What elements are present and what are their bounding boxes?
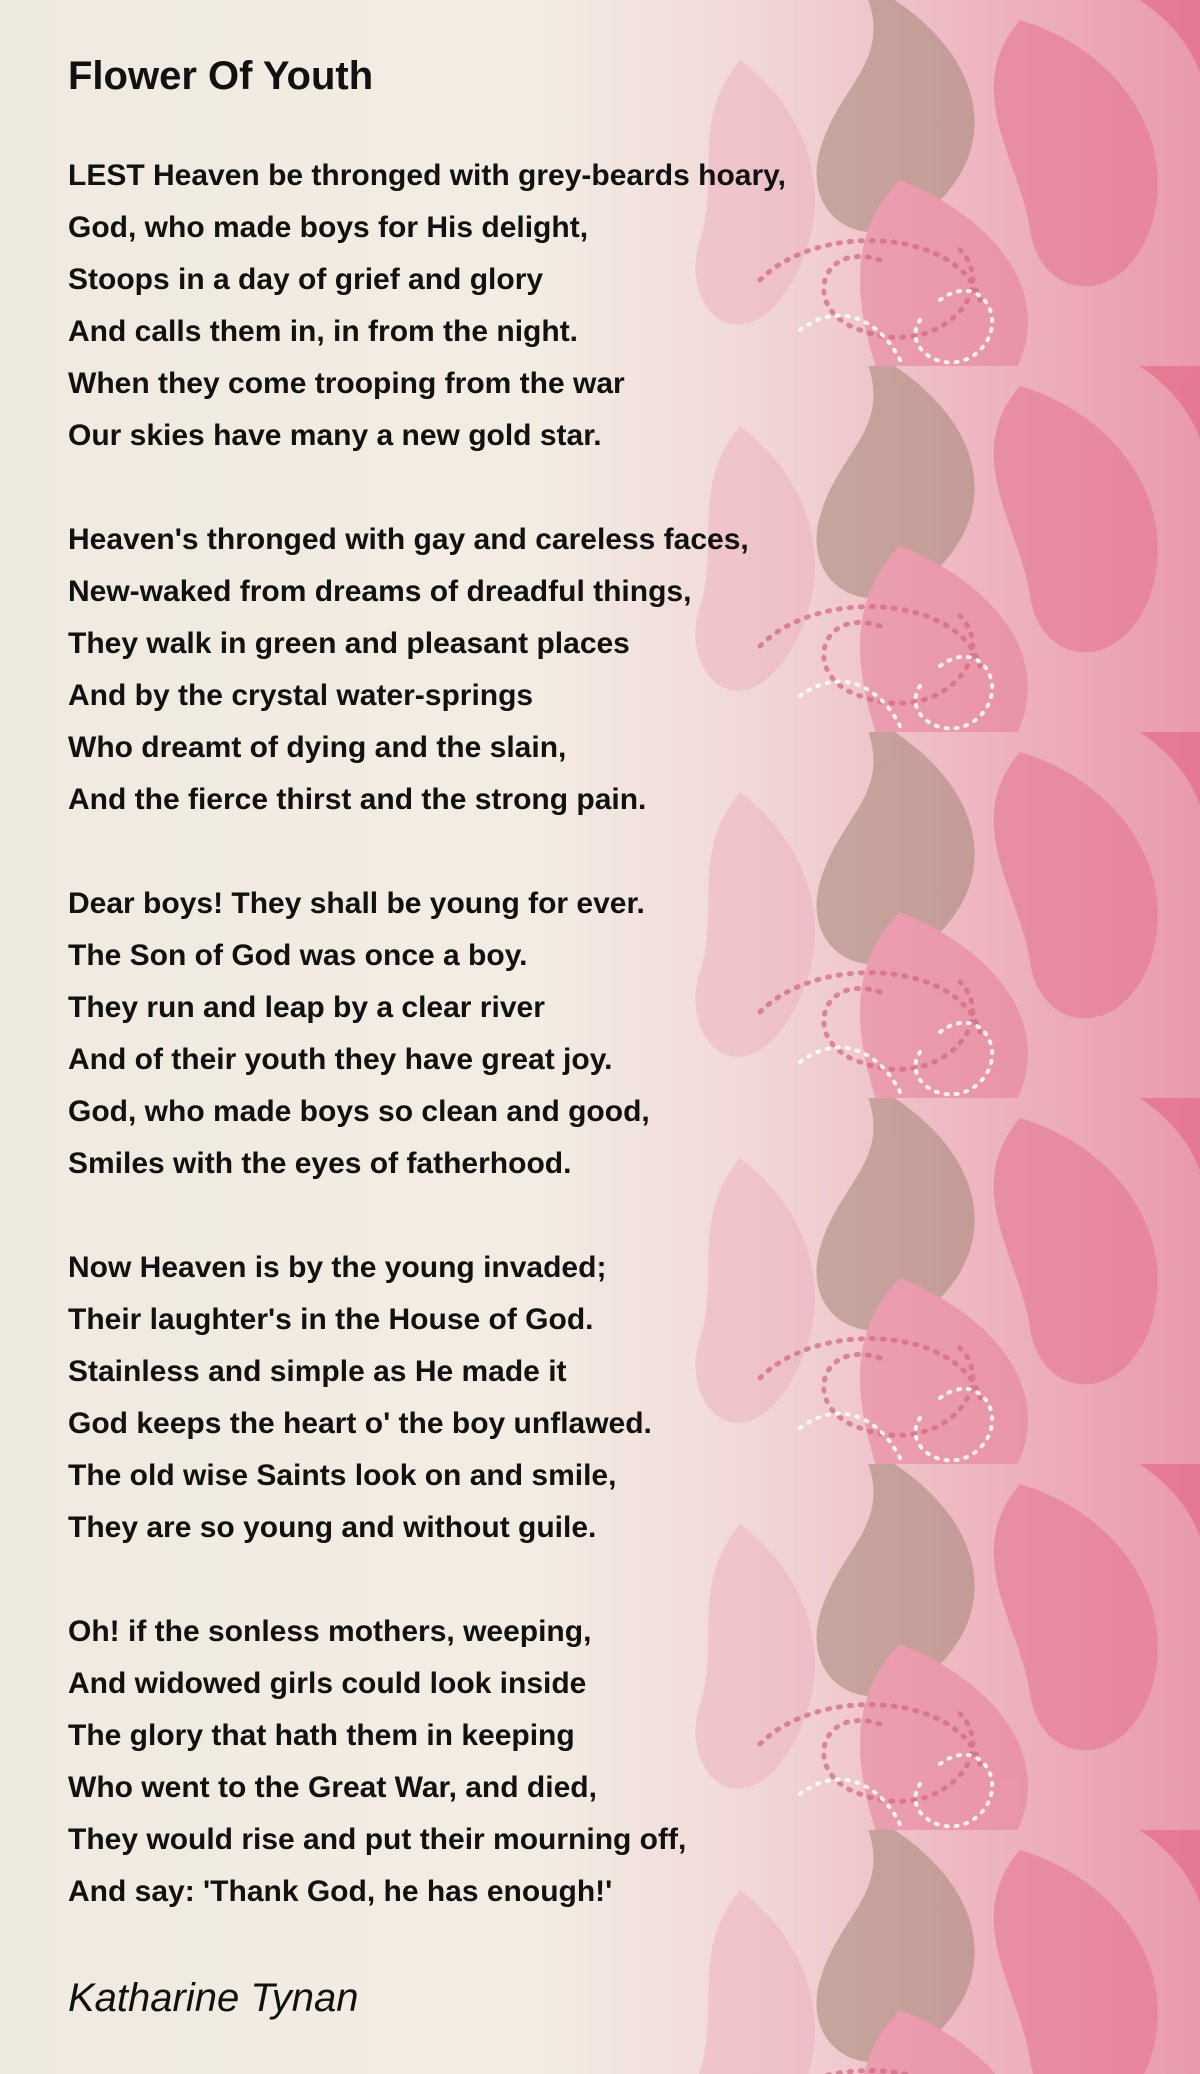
poem-line: Our skies have many a new gold star. [68,419,602,452]
poem-line: They are so young and without guile. [68,1511,597,1544]
poem-line: God, who made boys so clean and good, [68,1095,650,1128]
stanza-4 [68,1242,652,1554]
poem-line: And by the crystal water-springs [68,679,534,712]
stanza-2 [68,514,749,826]
poem-line: Now Heaven is by the young invaded; [68,1251,607,1284]
poem-line: And of their youth they have great joy. [68,1043,613,1076]
poem-line: Stoops in a day of grief and glory [68,263,544,296]
poem-line: The glory that hath them in keeping [68,1719,575,1752]
poem-line: God, who made boys for His delight, [68,211,589,244]
poem-line: Dear boys! They shall be young for ever. [68,887,645,920]
poem-line: Heaven's thronged with gay and careless faces, [68,523,749,556]
poem-line: Their laughter's in the House of God. [68,1303,594,1336]
poem-line: And calls them in, in from the night. [68,315,579,348]
poem-author: Katharine Tynan [68,1976,359,2020]
poem-line: God keeps the heart o' the boy unflawed. [68,1407,652,1440]
stanza-5 [68,1606,686,1918]
poem-line: They walk in green and pleasant places [68,627,630,660]
poem-line: And say: 'Thank God, he has enough!' [68,1875,613,1908]
poem-line: They would rise and put their mourning off, [68,1823,687,1856]
poem-line: The Son of God was once a boy. [68,939,528,972]
poem-line: Smiles with the eyes of fatherhood. [68,1147,572,1180]
poem-title: Flower Of Youth [68,54,374,98]
poem-line: The old wise Saints look on and smile, [68,1459,617,1492]
poem-line: And widowed girls could look inside [68,1667,587,1700]
poem-line: LEST Heaven be thronged with grey-beards hoary, [68,159,786,192]
poem-line: Oh! if the sonless mothers, weeping, [68,1615,592,1648]
stanza-1 [68,150,786,462]
stanza-3 [68,878,650,1190]
poem-line: Stainless and simple as He made it [68,1355,567,1388]
poem-line: Who went to the Great War, and died, [68,1771,597,1804]
poem-line: They run and leap by a clear river [68,991,545,1024]
poem-line: Who dreamt of dying and the slain, [68,731,567,764]
poem-line: When they come trooping from the war [68,367,625,400]
poem-line: New-waked from dreams of dreadful things, [68,575,692,608]
poem-line: And the fierce thirst and the strong pain. [68,783,647,816]
